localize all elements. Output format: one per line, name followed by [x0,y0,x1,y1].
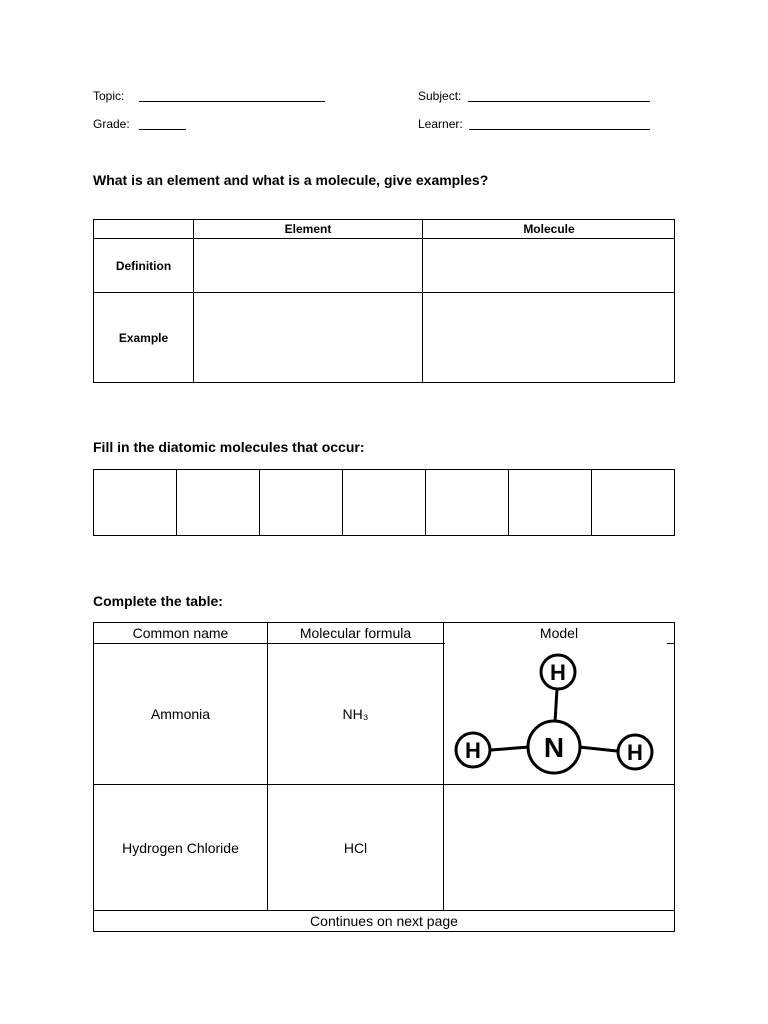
diatomic-cell[interactable] [177,470,260,535]
learner-field[interactable] [469,129,650,130]
element-example-cell[interactable] [194,293,422,382]
ammonia-model-cell [444,644,674,784]
molecule-example-cell[interactable] [423,293,675,382]
diatomic-cell[interactable] [592,470,674,535]
bond-line [555,689,557,722]
learner-label: Learner: [418,117,463,131]
grade-field[interactable] [139,129,186,130]
topic-field[interactable] [139,101,325,102]
diatomic-cell[interactable] [260,470,343,535]
col-header-common-name: Common name [132,624,229,641]
col-header-element: Element [284,222,332,236]
atom-label: H [465,738,481,763]
element-definition-cell[interactable] [194,239,422,292]
compounds-table [93,622,675,932]
subject-label: Subject: [418,89,462,103]
hydrogen-chloride-formula: HCl [343,839,368,856]
diatomic-table [93,469,675,536]
row-header-definition: Definition [115,258,172,273]
atom-label: H [550,660,566,685]
topic-label: Topic: [93,89,125,103]
diatomic-cell[interactable] [426,470,509,535]
grade-label: Grade: [93,117,130,131]
molecule-definition-cell[interactable] [423,239,675,292]
atom-label: N [543,732,565,763]
diatomic-question: Fill in the diatomic molecules that occur: [93,439,365,455]
hydrogen-chloride-model-cell[interactable] [444,785,674,910]
row-header-example: Example [118,330,169,345]
col-header-molecular-formula: Molecular formula [299,624,412,641]
diatomic-cell[interactable] [509,470,592,535]
bond-line [491,747,529,750]
diatomic-cell[interactable] [94,470,177,535]
subject-field[interactable] [468,101,650,102]
continues-note: Continues on next page [310,913,458,929]
col-header-molecule: Molecule [523,222,575,236]
diatomic-cell[interactable] [343,470,426,535]
hydrogen-chloride-name: Hydrogen Chloride [122,839,239,856]
ammonia-formula: NH₃ [342,706,369,722]
ammonia-molecule-model [444,644,674,784]
bond-line [579,747,617,751]
ammonia-name: Ammonia [150,706,211,722]
element-molecule-table [93,219,675,383]
col-header-model: Model [539,624,579,641]
atom-label: H [627,740,643,765]
element-molecule-question: What is an element and what is a molecule, give examples? [93,172,489,188]
complete-table-question: Complete the table: [93,593,223,609]
